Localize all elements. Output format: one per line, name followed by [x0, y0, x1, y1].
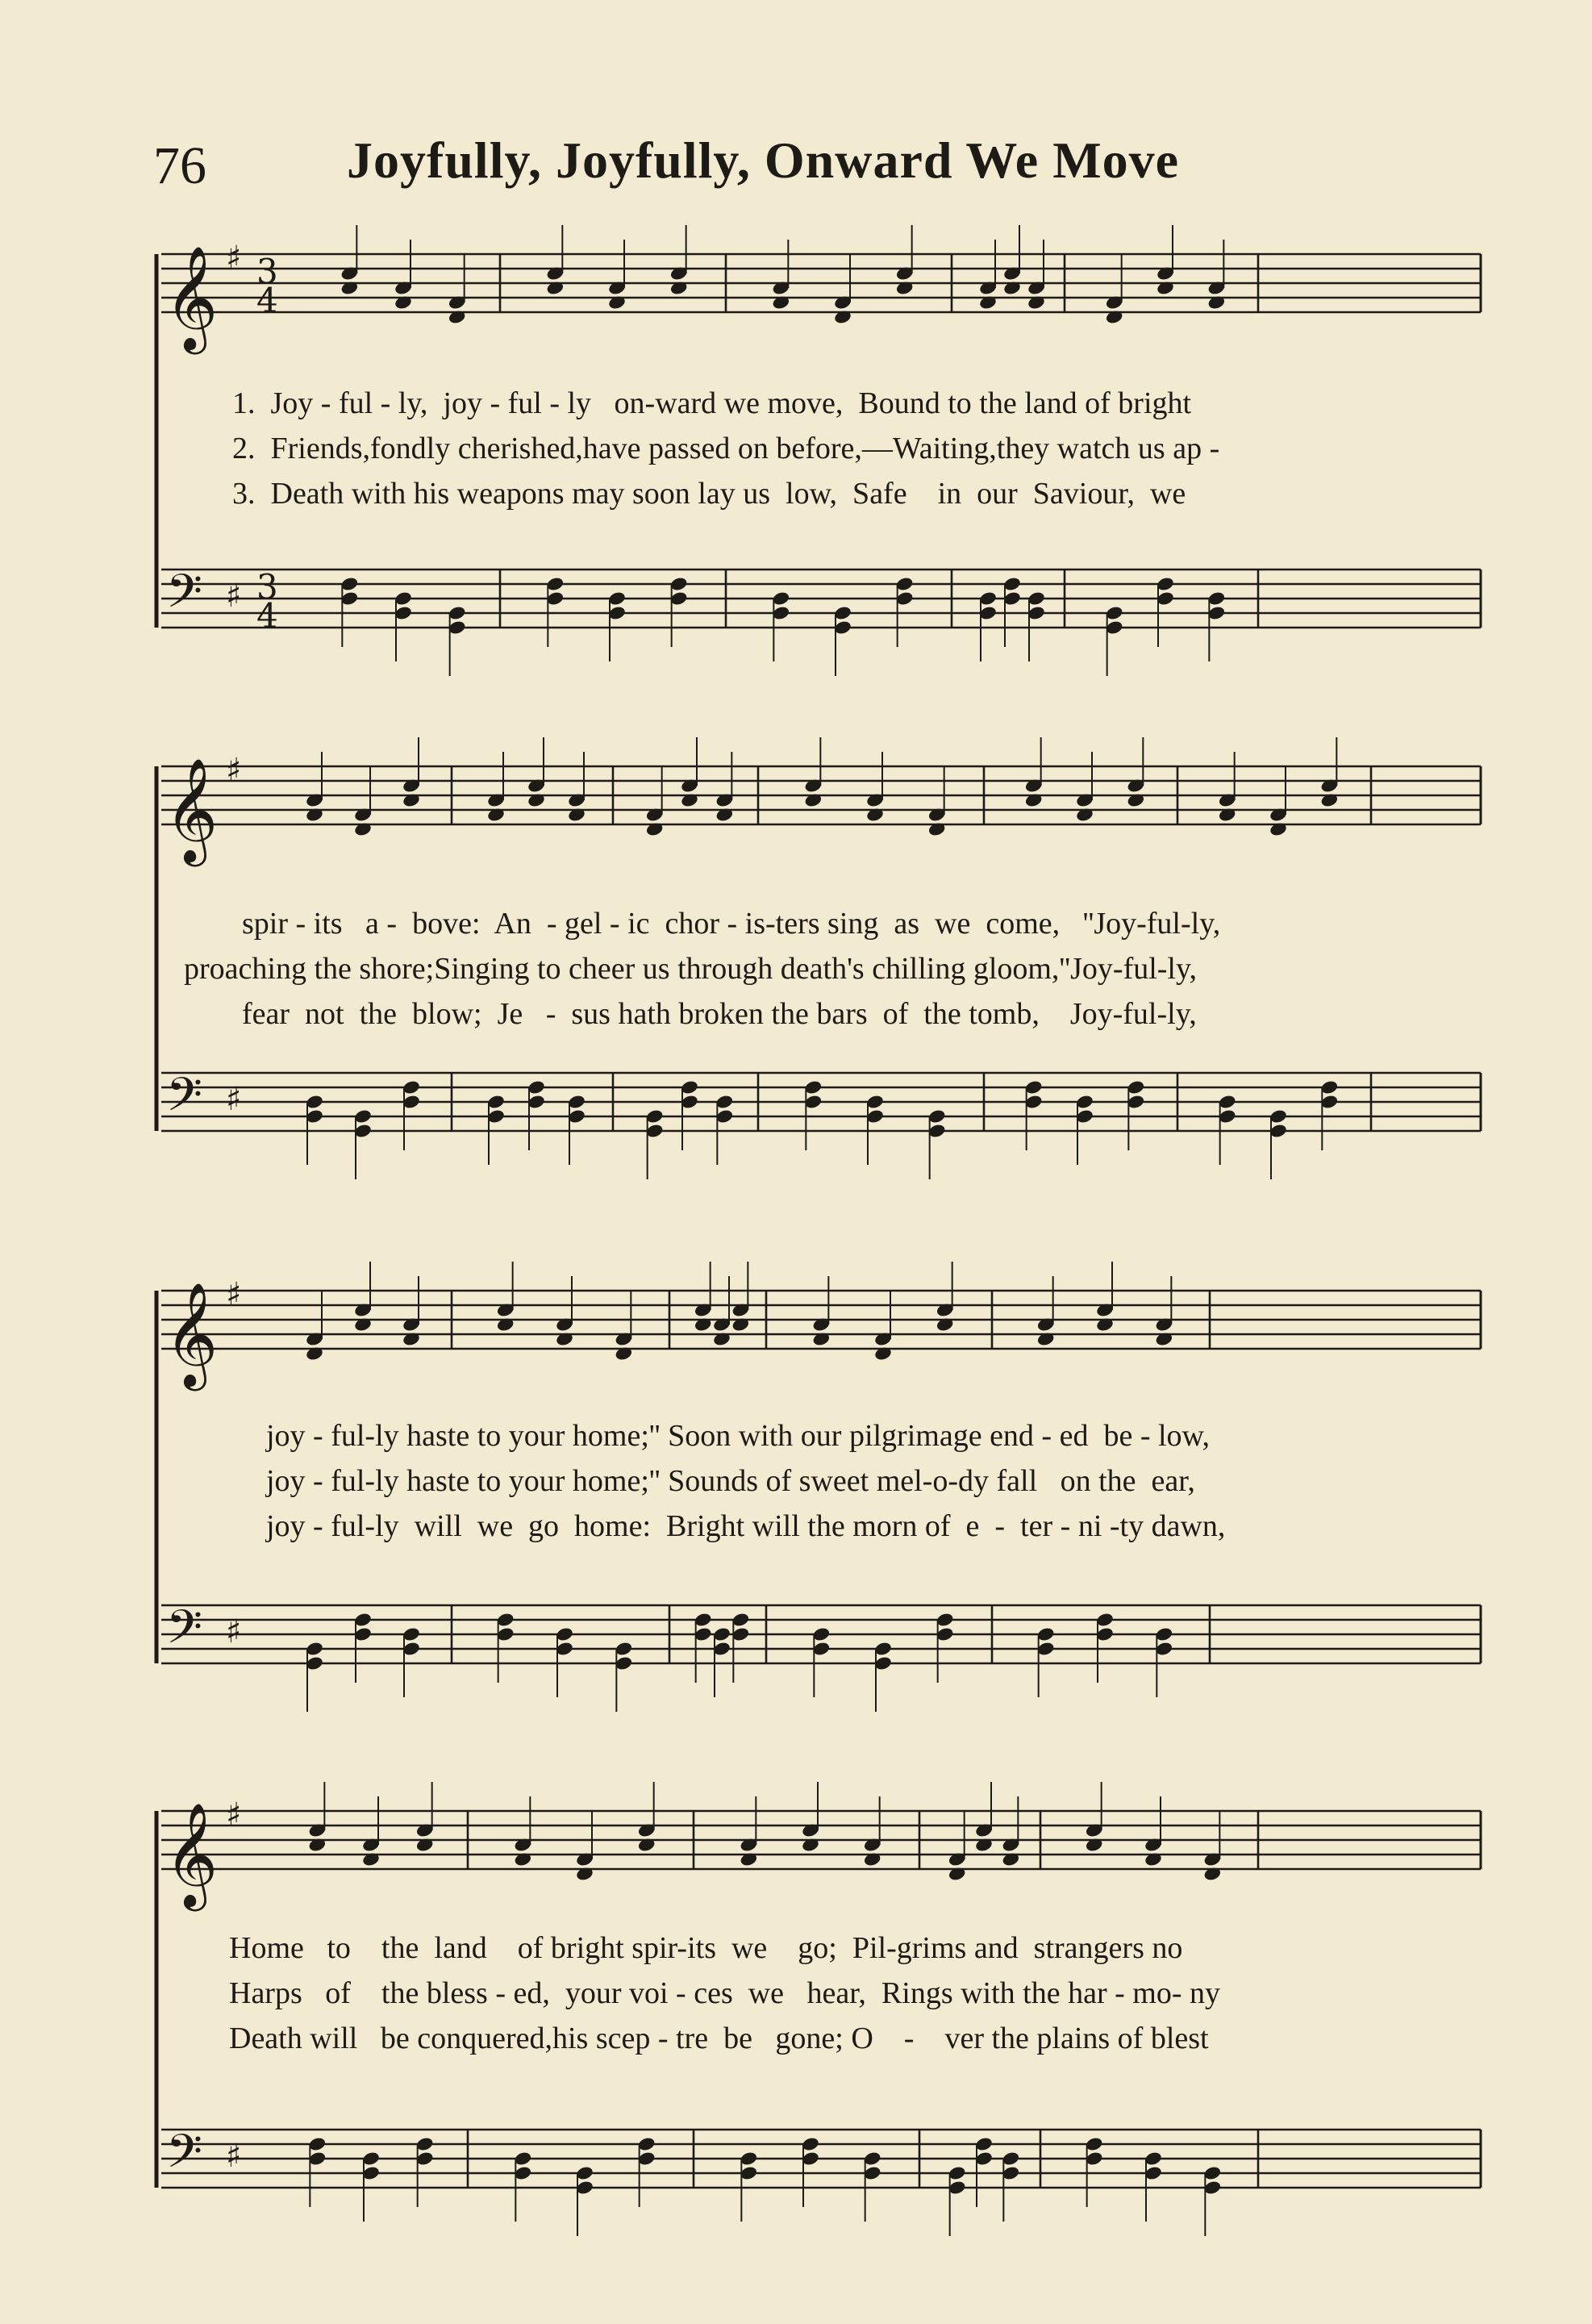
bass-clef-icon: 𝄢 [166, 2124, 203, 2190]
lyric-line-4-verse-3: Death will be conquered,his scep - tre be gone; O - ver the plains of blest [229, 2022, 1209, 2055]
bass-clef-icon: 𝄢 [166, 1067, 203, 1133]
time-signature-top: 3 [256, 252, 278, 291]
sharp-icon: ♯ [226, 1796, 242, 1834]
sharp-icon: ♯ [226, 240, 242, 277]
lyric-line-1-verse-3: 3. Death with his weapons may soon lay us low, Safe in our Saviour, we [232, 477, 1186, 511]
page-number: 76 [153, 136, 206, 195]
time-signature-bottom: 4 [256, 596, 278, 636]
treble-clef-icon: 𝄞 [165, 1802, 219, 1907]
treble-clef-icon: 𝄞 [165, 757, 219, 862]
sharp-icon: ♯ [226, 2138, 242, 2175]
lyric-line-1-verse-2: 2. Friends,fondly cherished,have passed on before,—Waiting,they watch us ap - [232, 432, 1220, 465]
bass-clef-icon: 𝄢 [166, 1600, 203, 1666]
lyric-line-2-verse-1: spir - its a - bove: An - gel - ic chor - is-ters sing as we come, ''Joy-ful-ly, [242, 907, 1221, 941]
lyric-line-2-verse-2: proaching the shore;Singing to cheer us through death's chilling gloom,''Joy-ful-ly, [184, 952, 1198, 986]
lyric-line-3-verse-2: joy - ful-ly haste to your home;'' Sounds of sweet mel-o-dy fall on the ear, [266, 1464, 1195, 1498]
lyric-line-4-verse-2: Harps of the bless - ed, your voi - ces we hear, Rings with the har - mo- ny [229, 1976, 1220, 2010]
bass-clef-icon: 𝄢 [166, 564, 203, 630]
lyric-line-3-verse-1: joy - ful-ly haste to your home;'' Soon with our pilgrimage end - ed be - low, [266, 1419, 1211, 1453]
treble-clef-icon: 𝄞 [165, 245, 219, 350]
time-signature-top: 3 [256, 567, 278, 607]
sharp-icon: ♯ [226, 1276, 242, 1313]
sharp-icon: ♯ [226, 1081, 242, 1118]
hymn-title: Joyfully, Joyfully, Onward We Move [347, 131, 1179, 189]
time-signature-bottom: 4 [256, 281, 278, 320]
sharp-icon: ♯ [226, 578, 242, 615]
sharp-icon: ♯ [226, 752, 242, 789]
lyric-line-3-verse-3: joy - ful-ly will we go home: Bright will the morn of e - ter - ni -ty dawn, [266, 1509, 1226, 1543]
lyric-line-1-verse-1: 1. Joy - ful - ly, joy - ful - ly on-ward we move, Bound to the land of bright [232, 386, 1192, 420]
lyric-line-2-verse-3: fear not the blow; Je - sus hath broken the bars of the tomb, Joy-ful-ly, [242, 997, 1197, 1031]
treble-clef-icon: 𝄞 [165, 1282, 219, 1387]
sharp-icon: ♯ [226, 1613, 242, 1650]
lyric-line-4-verse-1: Home to the land of bright spir-its we go; Pil-grims and strangers no [229, 1931, 1183, 1965]
